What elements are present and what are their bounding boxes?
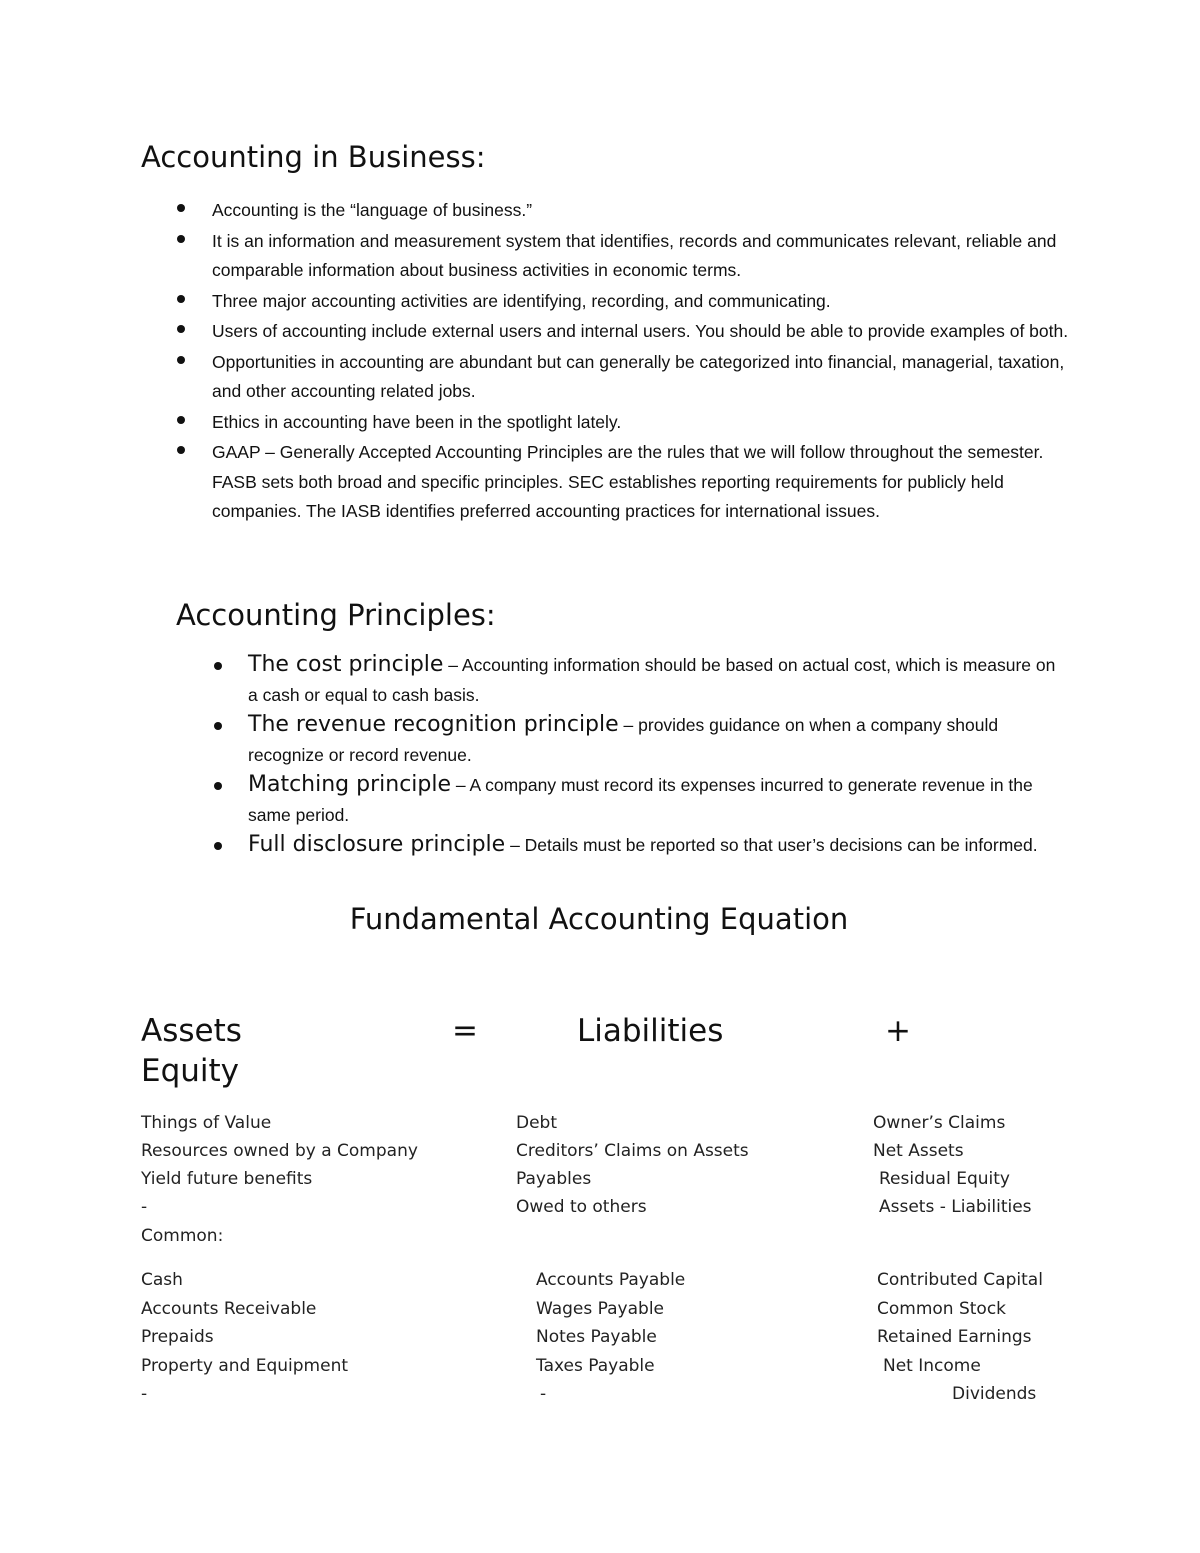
equity-description: Net Assets: [873, 1141, 964, 1161]
principle-term: The revenue recognition principle: [248, 712, 619, 737]
section-title-accounting-principles: Accounting Principles:: [176, 598, 496, 632]
list-item: Opportunities in accounting are abundant but can generally be categorized into financial, managerial, taxation, and other accounting related jobs.: [212, 348, 1072, 407]
list-item: [248, 830, 1068, 861]
assets-description: Resources owned by a Company: [141, 1141, 418, 1161]
liabilities-description: Creditors’ Claims on Assets: [516, 1141, 749, 1161]
common-label: Common:: [141, 1226, 224, 1246]
list-item: It is an information and measurement system that identifies, records and communicates relevant, reliable and comparable information about business activities in economic terms.: [212, 227, 1072, 286]
list-item: Accounting is the “language of business.”: [212, 196, 1072, 226]
list-item: [248, 710, 1068, 770]
principle-description: – provides guidance on when a company should recognize or record revenue.: [248, 715, 999, 765]
common-equity-item: Common Stock: [877, 1299, 1007, 1319]
principle-term: Matching principle: [248, 772, 452, 797]
principle-term: Full disclosure principle: [248, 832, 506, 857]
section-title-accounting-in-business: Accounting in Business:: [141, 140, 486, 174]
business-bullet-list: [212, 196, 1072, 528]
list-item: Ethics in accounting have been in the spotlight lately.: [212, 408, 1072, 438]
liabilities-description: Payables: [516, 1169, 592, 1189]
common-equity-item: Retained Earnings: [877, 1327, 1032, 1347]
common-liability-item: Wages Payable: [536, 1299, 665, 1319]
equity-description: Assets - Liabilities: [879, 1197, 1032, 1217]
common-asset-item: Property and Equipment: [141, 1356, 349, 1376]
equation-equity: Equity: [141, 1053, 240, 1089]
equation-liabilities: Liabilities: [577, 1013, 724, 1049]
assets-description: -: [141, 1197, 148, 1217]
list-item: [248, 770, 1068, 830]
equation-plus: +: [885, 1013, 911, 1049]
common-liability-item: -: [540, 1384, 547, 1404]
equation-assets: Assets: [141, 1013, 242, 1049]
common-liability-item: Accounts Payable: [536, 1270, 686, 1290]
common-equity-item: Net Income: [883, 1356, 981, 1376]
principle-term: The cost principle: [248, 652, 444, 677]
common-asset-item: Prepaids: [141, 1327, 214, 1347]
list-item: Users of accounting include external users and internal users. You should be able to provide examples of both.: [212, 317, 1072, 347]
principle-description: – A company must record its expenses incurred to generate revenue in the same period.: [248, 775, 1033, 825]
common-asset-item: -: [141, 1384, 148, 1404]
liabilities-description: Debt: [516, 1113, 558, 1133]
list-item: Three major accounting activities are identifying, recording, and communicating.: [212, 287, 1072, 317]
liabilities-description: Owed to others: [516, 1197, 647, 1217]
common-asset-item: Cash: [141, 1270, 183, 1290]
principle-description: – Accounting information should be based on actual cost, which is measure on a cash or equal to cash basis.: [248, 655, 1056, 705]
equation-equals: =: [452, 1013, 478, 1049]
common-liability-item: Notes Payable: [536, 1327, 657, 1347]
list-item: GAAP – Generally Accepted Accounting Principles are the rules that we will follow throughout the semester. FASB sets both broad and specific principles. SEC establishes reporting requirements for publicly held companies. The IASB identifies preferred accounting practices for international issues.: [212, 438, 1072, 527]
principles-bullet-list: [248, 650, 1068, 861]
equity-description: Owner’s Claims: [873, 1113, 1006, 1133]
common-asset-item: Accounts Receivable: [141, 1299, 317, 1319]
common-equity-item: Contributed Capital: [877, 1270, 1043, 1290]
assets-description: Things of Value: [141, 1113, 272, 1133]
list-item: [248, 650, 1068, 710]
principle-description: – Details must be reported so that user’s decisions can be informed.: [505, 835, 1038, 855]
common-liability-item: Taxes Payable: [536, 1356, 655, 1376]
equity-description: Residual Equity: [879, 1169, 1010, 1189]
equation-title: Fundamental Accounting Equation: [349, 902, 849, 936]
common-equity-item: Dividends: [952, 1384, 1037, 1404]
assets-description: Yield future benefits: [141, 1169, 313, 1189]
